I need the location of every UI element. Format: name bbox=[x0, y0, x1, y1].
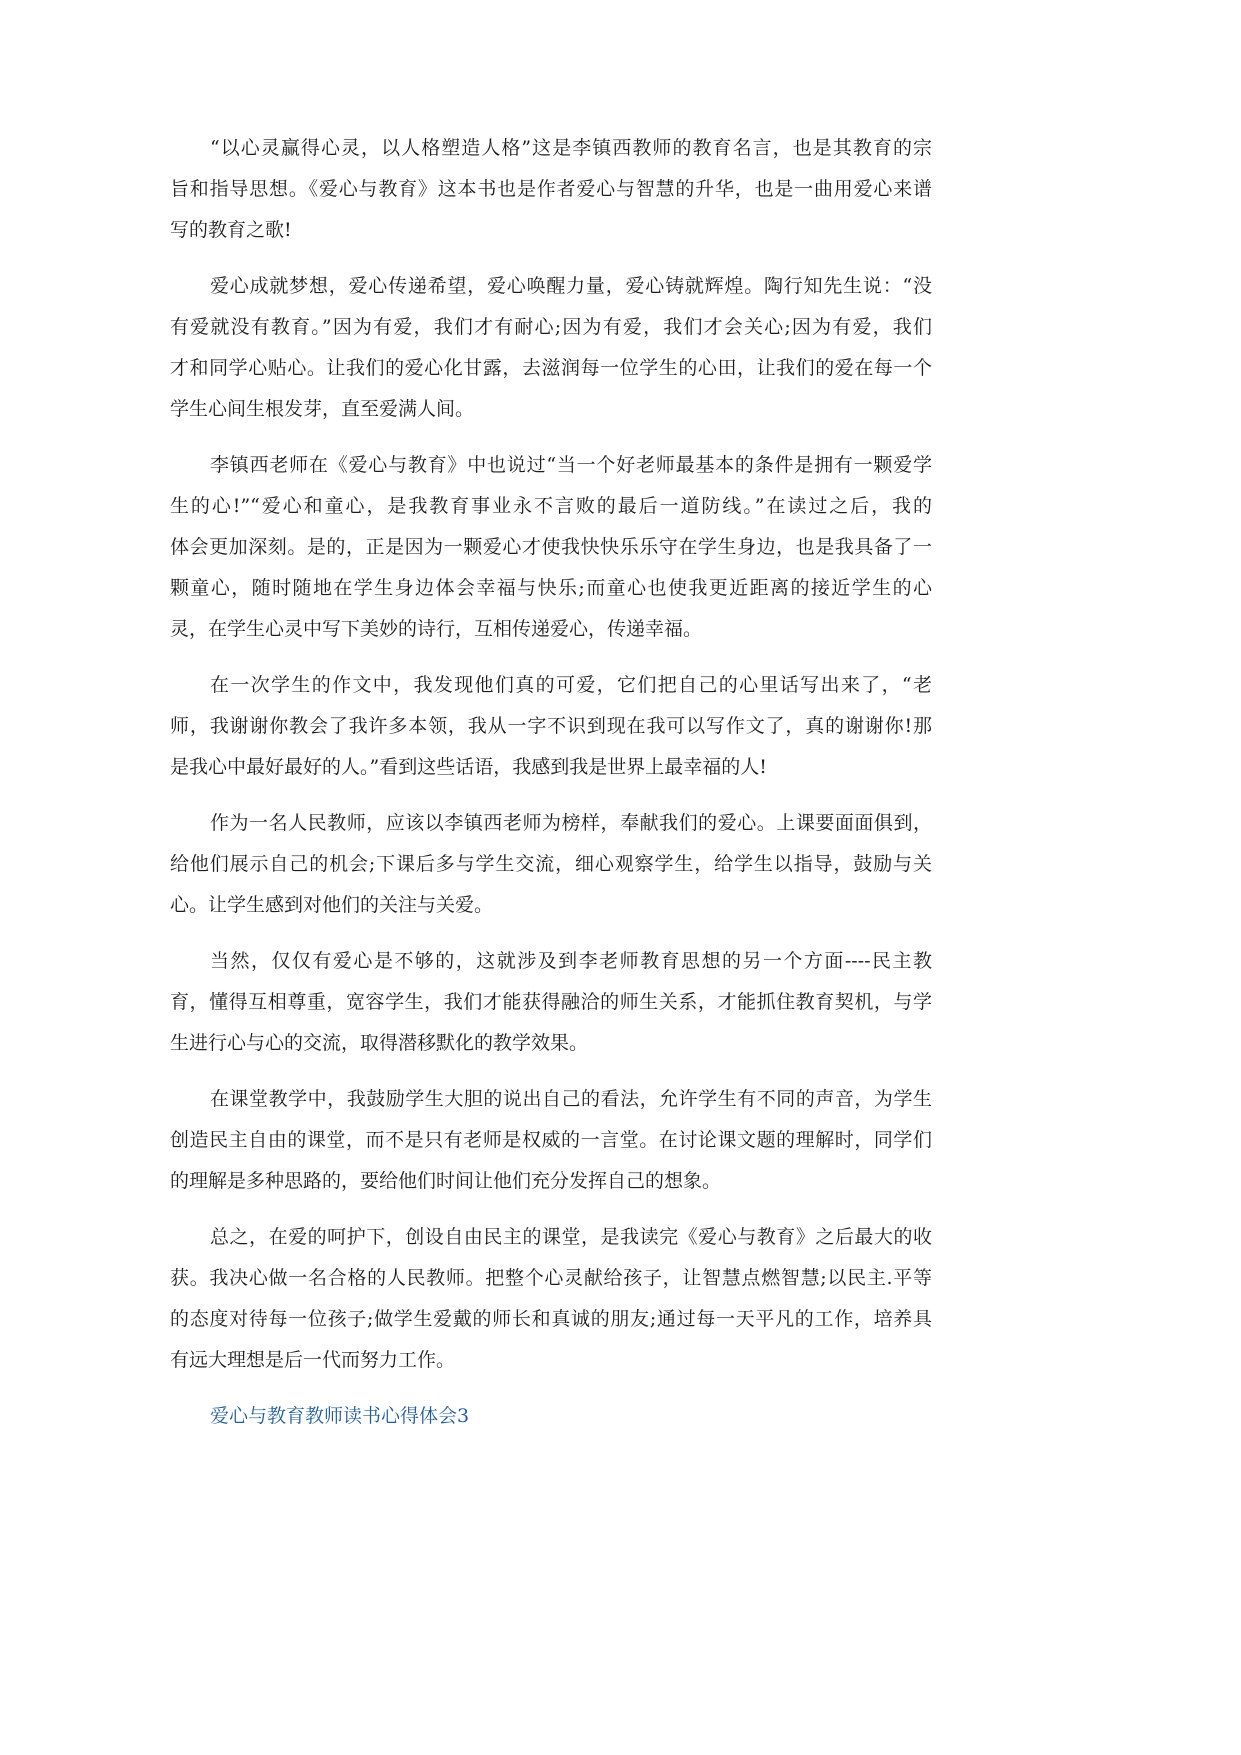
paragraph-6 bbox=[170, 941, 932, 1064]
text-line: 有远大理想是后一代而努力工作。 bbox=[170, 1349, 456, 1371]
paragraph-8 bbox=[170, 1217, 932, 1381]
text-line: “以心灵赢得心灵，以人格塑造人格”这是李镇西教师的教育名言，也是其教育的宗 bbox=[210, 137, 932, 159]
text-line: 写的教育之歌! bbox=[170, 219, 292, 241]
text-line: 颗童心，随时随地在学生身边体会幸福与快乐;而童心也使我更近距离的接近学生的心 bbox=[170, 577, 932, 599]
text-line: 在一次学生的作文中，我发现他们真的可爱，它们把自己的心里话写出来了，“老 bbox=[210, 674, 932, 696]
text-line: 师，我谢谢你教会了我许多本领，我从一字不识到现在我可以写作文了，真的谢谢你!那 bbox=[170, 715, 932, 737]
text-line: 生进行心与心的交流，取得潜移默化的教学效果。 bbox=[170, 1032, 589, 1054]
paragraph-3 bbox=[170, 445, 932, 650]
paragraph-5 bbox=[170, 803, 932, 926]
text-line: 在课堂教学中，我鼓励学生大胆的说出自己的看法，允许学生有不同的声音，为学生 bbox=[210, 1088, 932, 1110]
text-line: 体会更加深刻。是的，正是因为一颗爱心才使我快快乐乐守在学生身边，也是我具备了一 bbox=[170, 536, 932, 558]
text-line: 旨和指导思想。《爱心与教育》这本书也是作者爱心与智慧的升华，也是一曲用爱心来谱 bbox=[170, 178, 932, 200]
text-line: 的理解是多种思路的，要给他们时间让他们充分发挥自己的想象。 bbox=[170, 1170, 722, 1192]
section-heading: 爱心与教育教师读书心得体会3 bbox=[210, 1405, 470, 1427]
text-line: 才和同学心贴心。让我们的爱心化甘露，去滋润每一位学生的心田，让我们的爱在每一个 bbox=[170, 357, 932, 379]
paragraph-2 bbox=[170, 266, 932, 430]
text-line: 的态度对待每一位孩子;做学生爱戴的师长和真诚的朋友;通过每一天平凡的工作，培养具 bbox=[170, 1308, 932, 1330]
text-line: 育，懂得互相尊重，宽容学生，我们才能获得融洽的师生关系，才能抓住教育契机，与学 bbox=[170, 991, 932, 1013]
text-line: 李镇西老师在《爱心与教育》中也说过“当一个好老师最基本的条件是拥有一颗爱学 bbox=[210, 454, 932, 476]
text-line: 学生心间生根发芽，直至爱满人间。 bbox=[170, 398, 475, 420]
text-line: 给他们展示自己的机会;下课后多与学生交流，细心观察学生，给学生以指导，鼓励与关 bbox=[170, 853, 932, 875]
text-line: 生的心!”“爱心和童心，是我教育事业永不言败的最后一道防线。”在读过之后，我的 bbox=[170, 495, 932, 517]
paragraph-4 bbox=[170, 665, 932, 788]
text-line: 作为一名人民教师，应该以李镇西老师为榜样，奉献我们的爱心。上课要面面俱到， bbox=[210, 812, 932, 834]
text-line: 灵，在学生心灵中写下美妙的诗行，互相传递爱心，传递幸福。 bbox=[170, 618, 703, 640]
paragraph-7 bbox=[170, 1079, 932, 1202]
text-line: 有爱就没有教育。”因为有爱，我们才有耐心;因为有爱，我们才会关心;因为有爱，我们 bbox=[170, 316, 932, 338]
document-body bbox=[170, 128, 932, 1437]
paragraph-1 bbox=[170, 128, 932, 251]
text-line: 是我心中最好最好的人。”看到这些话语，我感到我是世界上最幸福的人! bbox=[170, 756, 767, 778]
text-line: 获。我决心做一名合格的人民教师。把整个心灵献给孩子，让智慧点燃智慧;以民主.平等 bbox=[170, 1267, 932, 1289]
text-line: 创造民主自由的课堂，而不是只有老师是权威的一言堂。在讨论课文题的理解时，同学们 bbox=[170, 1129, 932, 1151]
text-line: 爱心成就梦想，爱心传递希望，爱心唤醒力量，爱心铸就辉煌。陶行知先生说：“没 bbox=[210, 275, 932, 297]
text-line: 心。让学生感到对他们的关注与关爱。 bbox=[170, 894, 494, 916]
text-line: 当然，仅仅有爱心是不够的，这就涉及到李老师教育思想的另一个方面----民主教 bbox=[210, 950, 932, 972]
text-line: 总之，在爱的呵护下，创设自由民主的课堂，是我读完《爱心与教育》之后最大的收 bbox=[210, 1226, 932, 1248]
